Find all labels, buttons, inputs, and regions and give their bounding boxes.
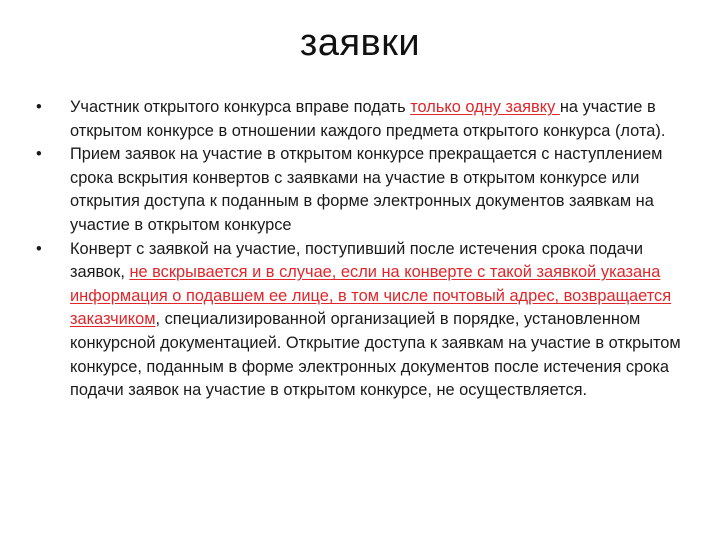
- bullet-text: Прием заявок на участие в открытом конкурсе прекращается с наступлением срока вскрытия конвертов с заявками на участие в открытом конкурсе или открытия доступа к поданным в форме электронных документов заявкам на участие в открытом конкурсе: [70, 145, 663, 234]
- bullet-list: [36, 96, 700, 403]
- bullet-item-acceptance-deadline: [36, 143, 700, 237]
- slide-title: заявки: [299, 22, 421, 64]
- bullet-text: Конверт с заявкой на участие, поступивший после истечения срока подачи заявок,: [70, 239, 644, 282]
- highlighted-text: только одну заявку: [410, 98, 560, 116]
- bullet-marker: •: [36, 145, 42, 164]
- bullet-item-late-envelope: [36, 238, 700, 403]
- bullet-text: , специализированной организацией в порядке, установленном конкурсной документацией. Открытие доступа к заявкам на участие в открытом конкурсе, поданным в форме электронных документов после истечения срока подачи заявок на участие в открытом конкурсе, не осуществляется.: [70, 310, 681, 400]
- bullet-marker: •: [36, 239, 42, 258]
- bullet-marker: •: [36, 98, 42, 116]
- bullet-text: Участник открытого конкурса вправе подать: [70, 98, 411, 116]
- bullet-text: на участие в открытом конкурсе в отношении каждого предмета открытого конкурса (лота).: [70, 98, 666, 140]
- highlighted-text: не вскрывается и в случае, если на конверте с такой заявкой указана информация о подавшем ее лице, в том числе почтовый адрес, возвращается заказчиком: [70, 263, 672, 329]
- bullet-item-single-application: [36, 96, 700, 143]
